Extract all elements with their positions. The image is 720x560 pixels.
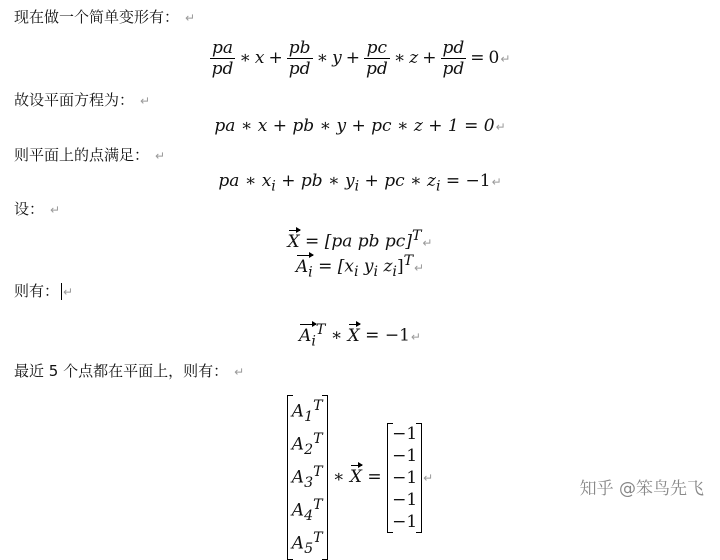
subscript: 1 [304, 409, 314, 426]
equation-2 [0, 116, 720, 136]
subscript: i [435, 178, 441, 195]
fraction-pb-pd [287, 38, 313, 79]
text-line-1 [14, 7, 195, 28]
superscript: T [411, 228, 422, 244]
denominator: pd [365, 59, 388, 79]
paragraph-mark-icon: ↵ [234, 365, 245, 379]
paragraph-mark-icon: ↵ [422, 235, 433, 250]
equation-1: $\frac{pa}{pd}$ ∗ x + $\frac{pb}{pd}$ ∗ y + $\frac{pc}{pd}$ ∗ z + $\frac{pd}{pd}$ = 0↵ [211, 38, 511, 79]
fraction-pc-pd [364, 38, 390, 79]
term: = [x [312, 256, 354, 277]
numerator: pd [442, 38, 465, 58]
equation-2-content: pa ∗ x + pb ∗ y + pc ∗ z + 1 = 0 [214, 116, 495, 136]
matrix-row [292, 527, 323, 560]
subscript: 2 [304, 442, 314, 459]
matrix-row [292, 461, 323, 494]
superscript: T [315, 322, 326, 338]
paragraph-mark-icon: ↵ [491, 175, 502, 189]
vector-base: A [295, 256, 309, 277]
matrix-row [292, 395, 323, 428]
paragraph-mark-icon: ↵ [500, 52, 511, 66]
vector-a-i [296, 257, 313, 280]
subscript: i [392, 264, 397, 281]
text-line-1-content: 现在做一个简单变形有： [14, 8, 180, 26]
denominator: pd [288, 59, 311, 79]
vector-a-i [299, 326, 316, 349]
matrix-entry: −1 [392, 423, 418, 444]
paragraph-mark-icon: ↵ [140, 94, 151, 108]
matrix-a-transposed [287, 395, 328, 560]
matrix-entry: A [291, 401, 305, 422]
superscript: T [313, 497, 323, 514]
paragraph-mark-icon: ↵ [63, 285, 74, 299]
text-line-6 [14, 361, 244, 382]
paragraph-mark-icon: ↵ [155, 149, 166, 163]
subscript: 4 [304, 508, 314, 525]
matrix-rhs [387, 423, 422, 533]
text-line-4 [14, 199, 60, 220]
text-line-3 [14, 145, 165, 166]
equation-1-rhs: 0 [488, 48, 500, 68]
matrix-entry: −1 [392, 445, 418, 466]
matrix-row [292, 428, 323, 461]
matrix-entry: A [291, 533, 305, 554]
superscript: T [313, 464, 323, 481]
text-line-3-content: 则平面上的点满足： [14, 146, 150, 164]
matrix-entry: A [291, 500, 305, 521]
matrix-entry: A [291, 434, 305, 455]
equation-4 [0, 228, 720, 252]
vector-base: A [299, 325, 312, 346]
text-line-2-content: 故设平面方程为： [14, 91, 135, 109]
matrix-row [292, 494, 323, 527]
watermark: 知乎 @笨鸟先飞 [579, 479, 704, 499]
denominator: pd [442, 59, 465, 79]
term: pa ∗ x [218, 171, 272, 191]
subscript: i [353, 264, 359, 281]
bracket: ] [396, 256, 404, 277]
subscript: i [373, 264, 379, 281]
subscript: i [354, 178, 360, 195]
paragraph-mark-icon: ↵ [185, 11, 196, 25]
vector-x: X [287, 231, 300, 252]
equation-5 [0, 253, 720, 280]
equation-4-rhs: = [pa pb pc] [299, 231, 412, 252]
equation-6-rhs: = −1 [359, 325, 410, 346]
operator: ∗ [327, 467, 350, 488]
subscript: i [271, 178, 276, 195]
term: + pc ∗ z [359, 171, 436, 191]
paragraph-mark-icon: ↵ [50, 203, 61, 217]
superscript: T [313, 398, 323, 414]
term: + pb ∗ y [275, 171, 355, 191]
subscript: 5 [304, 541, 314, 558]
denominator: pd [211, 59, 234, 79]
equation-6 [0, 322, 720, 349]
subscript: 3 [304, 475, 314, 492]
matrix-entry: −1 [392, 467, 418, 488]
subscript: i [308, 264, 313, 281]
equation-3-rhs: = −1 [440, 171, 491, 191]
matrix-entry: −1 [392, 489, 418, 510]
equals-sign: = [362, 467, 388, 488]
matrix-entry: A [291, 467, 305, 488]
numerator: pb [288, 38, 311, 58]
superscript: T [403, 253, 414, 269]
paragraph-mark-icon: ↵ [423, 471, 434, 486]
paragraph-mark-icon: ↵ [414, 260, 425, 275]
superscript: T [313, 530, 323, 547]
paragraph-mark-icon: ↵ [495, 120, 506, 134]
superscript: T [313, 431, 323, 448]
operator: ∗ [325, 325, 348, 346]
text-line-5 [14, 281, 73, 302]
equation-3 [0, 171, 720, 194]
text-line-5-content: 则有： [14, 282, 60, 300]
numerator: pa [211, 38, 233, 58]
term: y [358, 256, 374, 277]
matrix-entry: −1 [392, 511, 418, 532]
numerator: pc [366, 38, 388, 58]
vector-x: X [349, 467, 363, 488]
text-line-6-content: 最近 5 个点都在平面上，则有： [14, 362, 229, 380]
text-line-2 [14, 90, 150, 111]
paragraph-mark-icon: ↵ [410, 329, 421, 344]
term: z [378, 256, 393, 277]
fraction-pd-pd [441, 38, 467, 79]
text-line-4-content: 设： [14, 200, 45, 218]
subscript: i [311, 333, 316, 350]
fraction-pa-pd [210, 38, 236, 79]
vector-x: X [347, 325, 360, 346]
text-cursor [61, 283, 62, 300]
